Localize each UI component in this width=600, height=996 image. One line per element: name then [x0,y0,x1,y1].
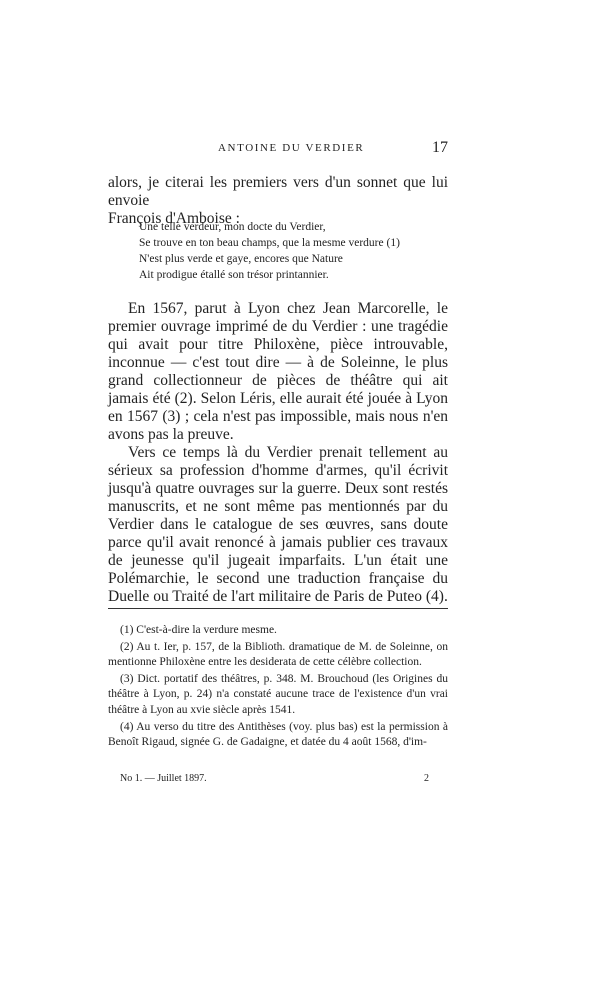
body-paragraph: Vers ce temps là du Verdier prenait tellement au sérieux sa profession d'homme d'armes, qu'il écrivit jusqu'à quatre ouvrages sur la guerre. Deux sont restés manuscrits, et ne sont même pas mentionnés par du Verdier dans le catalogue de ses œuvres, sans doute parce qu'il avait renoncé à jamais publier ces travaux de jeunesse qu'il jugeait imparfaits. L'un était une Polémarchie, le second une traduction française du Duelle ou Traité de l'art militaire de Paris de Puteo (4). [108,444,448,605]
issue-signature: No 1. — Juillet 1897. [120,773,207,784]
footnotes [108,623,448,752]
intro-line: alors, je citerai les premiers vers d'un sonnet que lui envoie [108,174,448,209]
footnote: (2) Au t. Ier, p. 157, de la Biblioth. dramatique de M. de Soleinne, on mentionne Philoxène entre les desiderata de cette célèbre collection. [108,640,448,669]
page-number: 17 [432,139,448,156]
footnote-divider [108,608,448,609]
running-title: ANTOINE DU VERDIER [218,142,365,154]
verse-line: N'est plus verde et gaye, encores que Nature [139,253,343,265]
verse-quote [139,219,439,283]
body-paragraph: En 1567, parut à Lyon chez Jean Marcorelle, le premier ouvrage imprimé de du Verdier : une tragédie qui avait pour titre Philoxène, pièce introuvable, inconnue — c'est tout dire — à de Soleinne, le plus grand collectionneur de pièces de théâtre qui ait jamais été (2). Selon Léris, elle aurait été jouée à Lyon en 1567 (3) ; cela n'est pas impossible, mais nous n'en avons pas la preuve. [108,300,448,443]
footnote: (4) Au verso du titre des Antithèses (voy. plus bas) est la permission à Benoît Rigaud, signée G. de Gadaigne, et datée du 4 août 1568, d'im- [108,720,448,749]
verse-line: Se trouve en ton beau champs, que la mesme verdure (1) [139,237,400,249]
intro-line: François d'Amboise : [108,210,240,227]
verse-line: Ait prodigue étallé son trésor printannier. [139,269,329,281]
footnote: (1) C'est-à-dire la verdure mesme. [120,624,277,636]
body-text [108,300,448,606]
gathering-mark: 2 [424,773,429,784]
verse-line: Une telle verdeur, mon docte du Verdier, [139,221,326,233]
footnote: (3) Dict. portatif des théâtres, p. 348. M. Brouchoud (les Origines du théâtre à Lyon, p. 24) n'a constaté aucune trace de l'existence d'un vrai théâtre à Lyon au xvie siècle après 1541. [108,672,448,716]
